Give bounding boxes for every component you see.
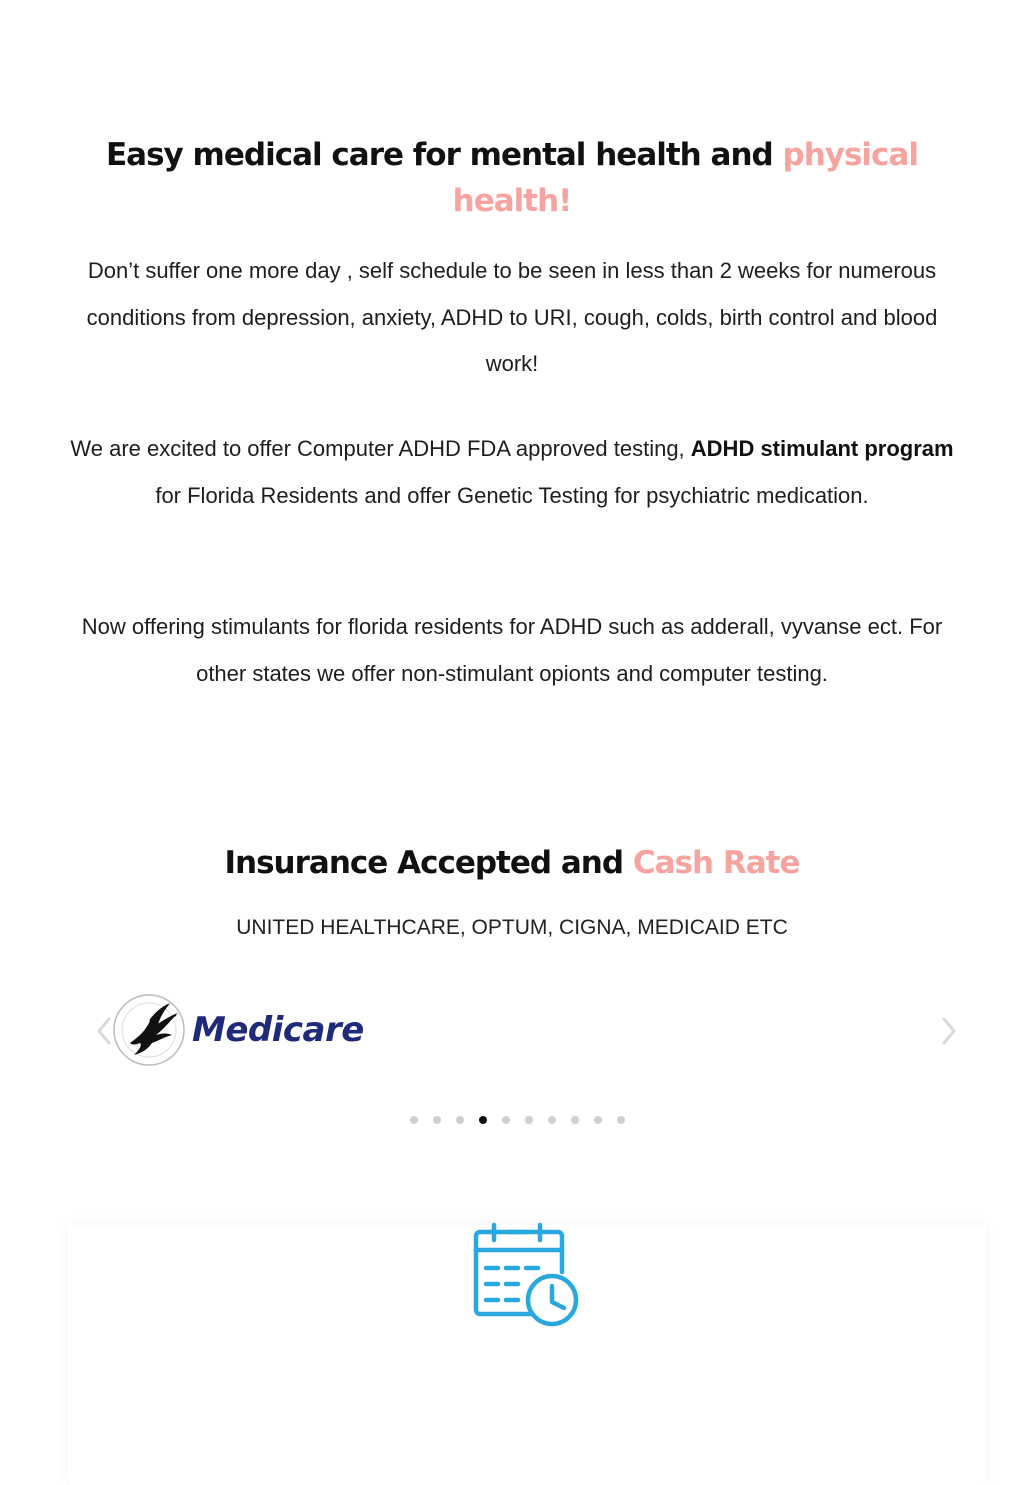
medicare-logo-text: Medicare [192, 1010, 364, 1050]
adhd-program-highlight: ADHD stimulant program [690, 436, 954, 461]
stimulants-paragraph: Now offering stimulants for florida residents for ADHD such as adderall, vyvanse ect. For other states we offer non-stimulant opionts and computer testing. [81, 614, 943, 686]
carousel-dot-7[interactable] [548, 1116, 556, 1124]
carousel-dot-10[interactable] [617, 1116, 625, 1124]
medicare-logo [110, 990, 370, 1070]
carousel-next-button[interactable] [937, 1013, 961, 1049]
carousel-dot-6[interactable] [525, 1116, 533, 1124]
insurance-title [62, 840, 962, 886]
carousel-dot-4[interactable] [479, 1116, 487, 1124]
carousel-dot-2[interactable] [433, 1116, 441, 1124]
adhd-paragraph-start: We are excited to offer Computer ADHD FDA approved testing, [70, 436, 691, 461]
insurance-list: UNITED HEALTHCARE, OPTUM, CIGNA, MEDICAID ETC [236, 916, 788, 939]
insurance-logo-carousel [90, 985, 970, 1075]
hero-title [90, 132, 934, 224]
intro-paragraph: Don’t suffer one more day , self schedule to be seen in less than 2 weeks for numerous conditions from depression, anxiety, ADHD to URI, cough, colds, birth control and blood work! [86, 258, 938, 376]
insurance-title-main: Insurance Accepted and [224, 845, 633, 881]
hero-title-accent: physical health! [452, 137, 918, 219]
hero-title-main: Easy medical care for mental health and [106, 137, 783, 173]
carousel-dot-3[interactable] [456, 1116, 464, 1124]
chevron-right-icon [941, 1017, 957, 1045]
insurance-title-accent: Cash Rate [632, 845, 800, 881]
carousel-dot-9[interactable] [594, 1116, 602, 1124]
calendar-clock-icon [472, 1222, 582, 1330]
adhd-program-paragraph [62, 426, 962, 519]
hhs-eagle-seal-icon [110, 991, 188, 1069]
carousel-pagination [410, 1112, 650, 1128]
adhd-paragraph-end: for Florida Residents and offer Genetic Testing for psychiatric medication. [155, 482, 869, 508]
carousel-dot-5[interactable] [502, 1116, 510, 1124]
carousel-dot-8[interactable] [571, 1116, 579, 1124]
carousel-dot-1[interactable] [410, 1116, 418, 1124]
